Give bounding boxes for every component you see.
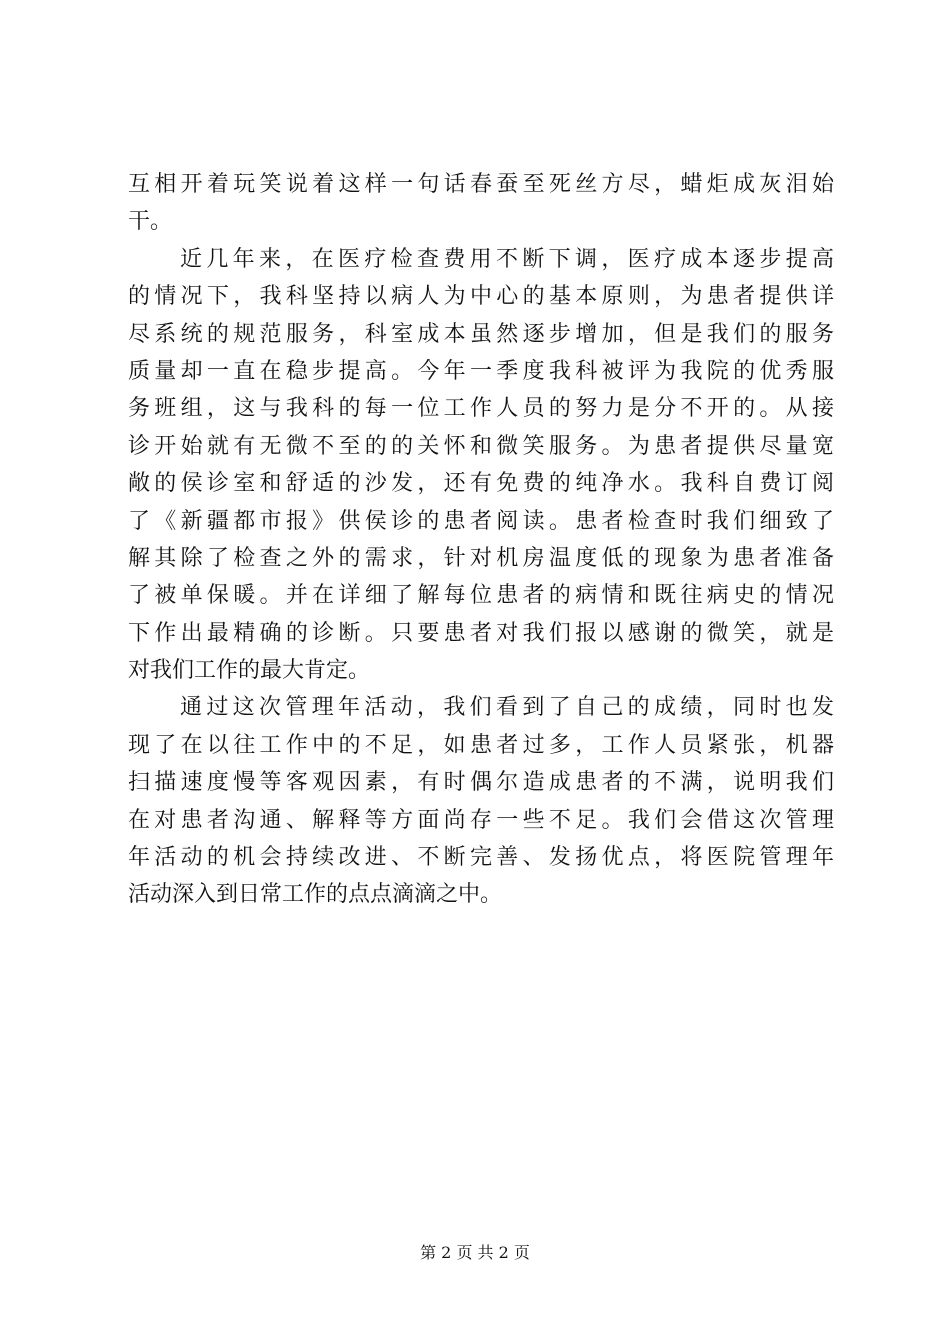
text-line: 现了在以往工作中的不足，如患者过多，工作人员紧张，机器 [128, 732, 834, 758]
text-line: 活动深入到日常工作的点点滴滴之中。 [128, 882, 503, 908]
text-line: 了《新疆都市报》供侯诊的患者阅读。患者检查时我们细致了 [128, 508, 834, 534]
text-line: 下作出最精确的诊断。只要患者对我们报以感谢的微笑，就是 [128, 620, 834, 646]
document-body [128, 166, 834, 914]
paragraph-2 [128, 241, 834, 690]
text-line: 的情况下，我科坚持以病人为中心的基本原则，为患者提供详 [128, 284, 834, 310]
text-line: 干。 [128, 209, 173, 235]
text-line: 务班组，这与我科的每一位工作人员的努力是分不开的。从接 [128, 396, 834, 422]
text-line: 了被单保暖。并在详细了解每位患者的病情和既往病史的情况 [128, 583, 834, 609]
text-line: 互相开着玩笑说着这样一句话春蚕至死丝方尽，蜡炬成灰泪始 [128, 172, 834, 197]
text-line: 敞的侯诊室和舒适的沙发，还有免费的纯净水。我科自费订阅 [128, 471, 834, 497]
text-line: 扫描速度慢等客观因素，有时偶尔造成患者的不满，说明我们 [128, 770, 834, 796]
text-line: 尽系统的规范服务，科室成本虽然逐步增加，但是我们的服务 [128, 321, 834, 347]
text-line: 解其除了检查之外的需求，针对机房温度低的现象为患者准备 [128, 545, 834, 571]
text-line: 在对患者沟通、解释等方面尚存一些不足。我们会借这次管理 [128, 807, 834, 833]
text-line: 年活动的机会持续改进、不断完善、发扬优点，将医院管理年 [128, 845, 834, 871]
page-number: 第 2 页 共 2 页 [420, 1243, 530, 1262]
paragraph-3 [128, 689, 834, 913]
paragraph-1 [128, 166, 834, 241]
text-line: 通过这次管理年活动，我们看到了自己的成绩，同时也发 [180, 695, 834, 721]
text-line: 诊开始就有无微不至的的关怀和微笑服务。为患者提供尽量宽 [128, 433, 834, 459]
page-footer [0, 1242, 950, 1264]
text-line: 近几年来，在医疗检查费用不断下调，医疗成本逐步提高 [180, 246, 834, 272]
text-line: 对我们工作的最大肯定。 [128, 658, 371, 684]
text-line: 质量却一直在稳步提高。今年一季度我科被评为我院的优秀服 [128, 358, 834, 384]
